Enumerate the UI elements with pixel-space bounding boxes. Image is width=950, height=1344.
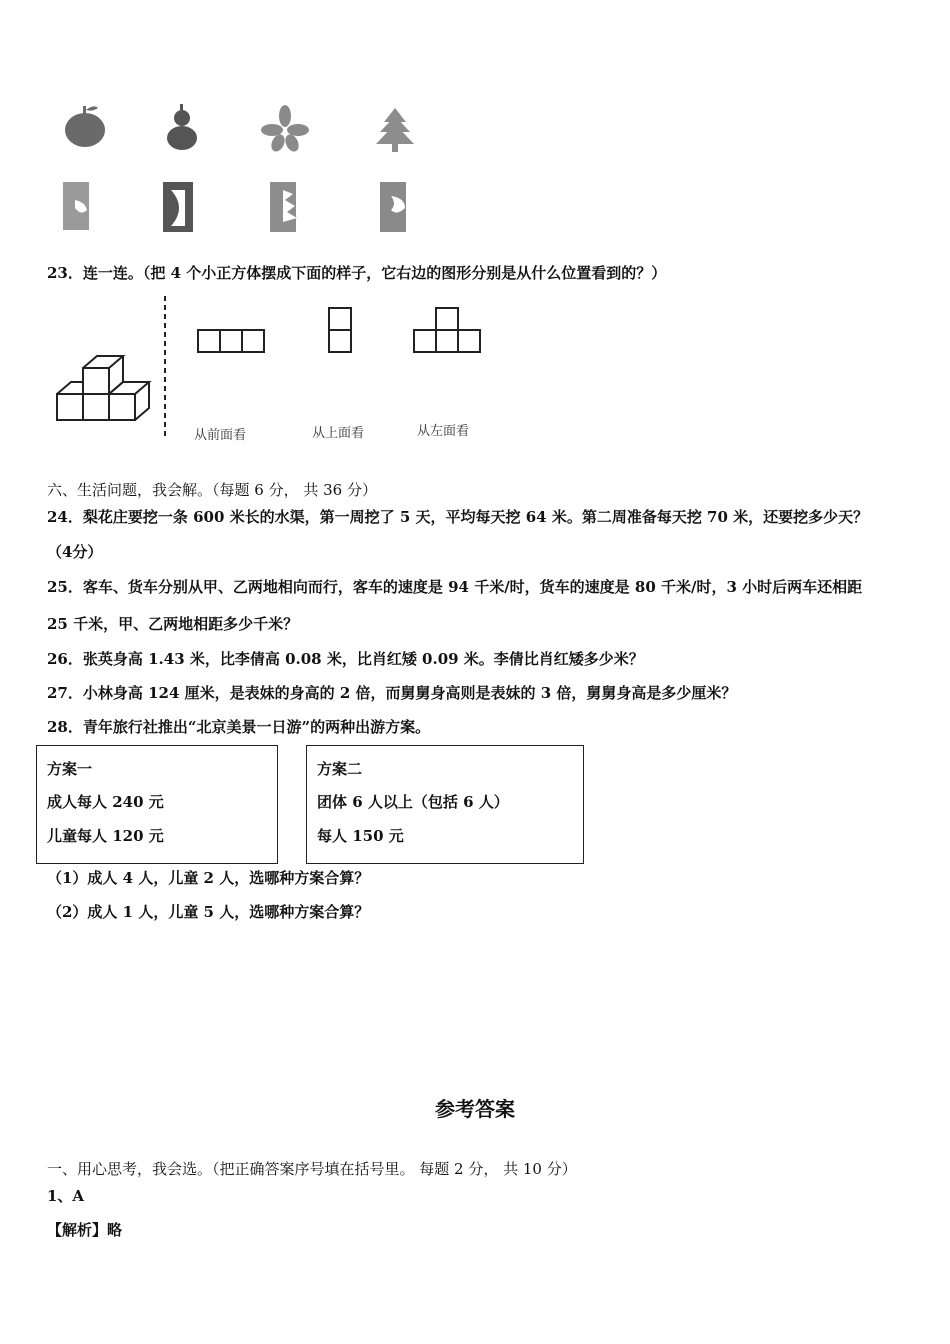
cutout-card-4-icon [380,182,406,232]
question-27: 27．小林身高 124 厘米，是表妹的身高的 2 倍，而舅舅身高则是表妹的 3 倍，舅舅身高是多少厘米？ [47,684,737,702]
plan-one-title: 方案一 [47,760,93,778]
front-view-grid-icon [198,330,264,352]
tree-shape-icon [376,108,414,152]
answer-1-analysis: 【解析】略 [47,1221,123,1239]
plan-two-group-rule: 团体 6 人以上（包括 6 人） [317,793,509,811]
cutout-card-3-icon [270,182,297,232]
question-28-part-1: （1）成人 4 人，儿童 2 人，选哪种方案合算？ [47,869,370,887]
cutout-card-1-icon [63,182,89,230]
answer-key-title: 参考答案 [435,1097,515,1121]
caption-top-view: 从上面看 [312,426,365,441]
left-view-grid-icon [414,308,480,352]
plan-two-price: 每人 150 元 [317,827,404,845]
question-25-cont: 25 千米，甲、乙两地相距多少千米？ [47,615,299,633]
question-23: 23．连一连。（把 4 个小正方体摆成下面的样子，它右边的图形分别是从什么位置看到的？） [47,264,667,282]
shape-pictures-top [50,98,430,158]
question-24-score: （4分） [47,543,103,561]
plan-two-box [306,745,584,864]
apple-shape-icon [65,106,105,147]
flower-shape-icon [261,105,309,154]
plan-one-child-price: 儿童每人 120 元 [47,827,164,845]
gourd-shape-icon [167,104,197,150]
caption-left-view: 从左面看 [417,424,470,439]
cutout-card-2-icon [163,182,193,232]
plan-one-box [36,745,278,864]
section-6-heading: 六、生活问题，我会解。（每题 6 分， 共 36 分） [47,481,377,499]
cube-stack-icon [57,356,149,420]
cutout-pictures [55,178,425,234]
answer-section-1-heading: 一、用心思考，我会选。（把正确答案序号填在括号里。 每题 2 分， 共 10 分） [47,1160,577,1178]
question-26: 26．张英身高 1.43 米，比李倩高 0.08 米，比肖红矮 0.09 米。李倩比肖红矮多少米？ [47,650,644,668]
plan-one-adult-price: 成人每人 240 元 [47,793,164,811]
answer-1: 1、A [47,1187,85,1205]
top-view-grid-icon [329,308,351,352]
question-28: 28．青年旅行社推出“北京美景一日游”的两种出游方案。 [47,718,431,736]
caption-front-view: 从前面看 [194,428,247,443]
question-25: 25．客车、货车分别从甲、乙两地相向而行，客车的速度是 94 千米/时，货车的速度是 80 千米/时，3 小时后两车还相距 [47,578,863,596]
plan-two-title: 方案二 [317,760,363,778]
question-24: 24．梨花庄要挖一条 600 米长的水渠，第一周挖了 5 天，平均每天挖 64 米。第二周准备每天挖 70 米，还要挖多少天？ [47,508,869,526]
question-28-part-2: （2）成人 1 人，儿童 5 人，选哪种方案合算？ [47,903,370,921]
